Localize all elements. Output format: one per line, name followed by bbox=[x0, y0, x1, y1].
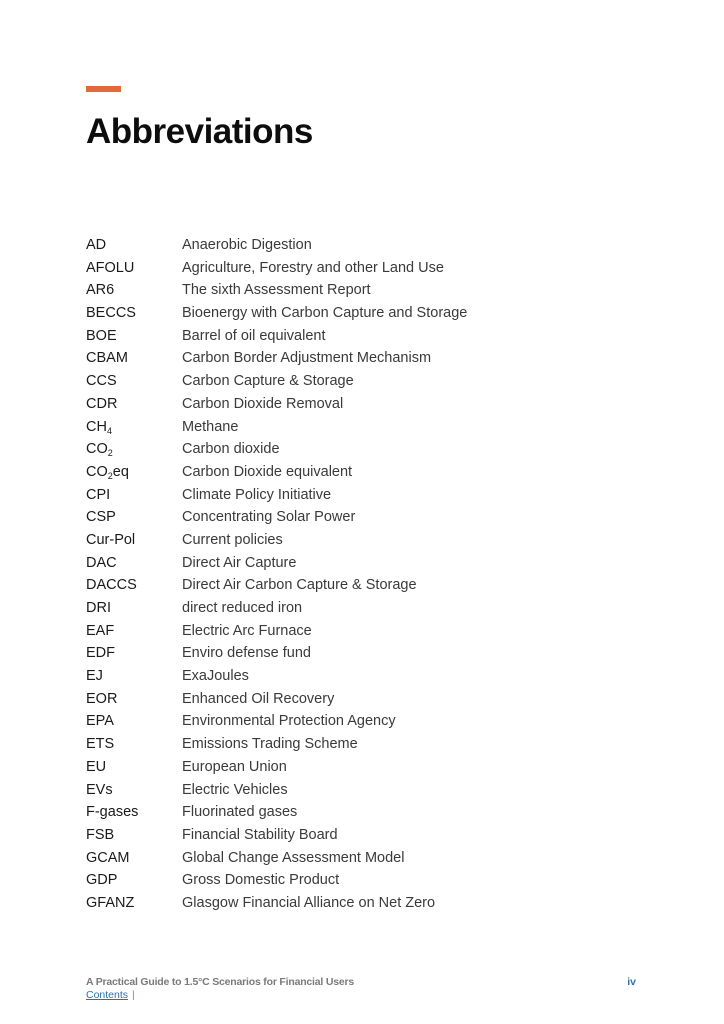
abbreviation-definition: Methane bbox=[182, 418, 239, 435]
abbreviation-row bbox=[86, 506, 646, 529]
abbreviation-row bbox=[86, 665, 646, 688]
abbreviation-term: CBAM bbox=[86, 350, 128, 367]
abbreviation-row bbox=[86, 325, 646, 348]
abbreviation-row bbox=[86, 733, 646, 756]
abbreviation-term: EPA bbox=[86, 713, 114, 730]
abbreviation-row bbox=[86, 370, 646, 393]
abbreviation-row bbox=[86, 484, 646, 507]
abbreviation-list bbox=[86, 234, 646, 915]
abbreviation-term: GFANZ bbox=[86, 894, 135, 911]
abbreviation-term: CPI bbox=[86, 486, 111, 503]
abbreviation-definition: Concentrating Solar Power bbox=[182, 509, 356, 526]
title-accent-bar bbox=[86, 86, 121, 92]
abbreviation-row bbox=[86, 461, 646, 484]
abbreviation-row bbox=[86, 597, 646, 620]
abbreviation-row bbox=[86, 688, 646, 711]
abbreviation-term: GDP bbox=[86, 872, 118, 889]
abbreviation-row bbox=[86, 552, 646, 575]
term-suffix: eq bbox=[112, 463, 129, 480]
abbreviation-row bbox=[86, 257, 646, 280]
abbreviation-definition: Global Change Assessment Model bbox=[182, 849, 405, 866]
abbreviation-term bbox=[86, 461, 182, 484]
footer-page-number: iv bbox=[627, 976, 636, 988]
footer-document-title: A Practical Guide to 1.5°C Scenarios for Financial Users bbox=[86, 976, 355, 988]
abbreviation-definition: Emissions Trading Scheme bbox=[182, 736, 358, 753]
term-base: CO bbox=[86, 463, 108, 480]
abbreviation-term: FSB bbox=[86, 826, 115, 843]
abbreviation-definition: Agriculture, Forestry and other Land Use bbox=[182, 259, 444, 276]
abbreviation-definition: The sixth Assessment Report bbox=[182, 282, 371, 299]
abbreviation-row bbox=[86, 824, 646, 847]
abbreviation-definition: Electric Vehicles bbox=[182, 781, 288, 798]
abbreviation-definition: Electric Arc Furnace bbox=[182, 622, 312, 639]
abbreviation-definition: Bioenergy with Carbon Capture and Storage bbox=[182, 305, 468, 322]
abbreviation-term: ETS bbox=[86, 736, 115, 753]
term-subscript: 4 bbox=[106, 425, 112, 436]
abbreviation-definition: Direct Air Carbon Capture & Storage bbox=[182, 577, 417, 594]
abbreviation-term: EAF bbox=[86, 622, 115, 639]
term-subscript: 2 bbox=[107, 448, 113, 459]
term-subscript: 2 bbox=[107, 470, 113, 481]
abbreviation-definition: Enhanced Oil Recovery bbox=[182, 690, 335, 707]
abbreviation-definition: Barrel of oil equivalent bbox=[182, 327, 326, 344]
abbreviation-definition: Gross Domestic Product bbox=[182, 872, 340, 889]
abbreviation-definition: ExaJoules bbox=[182, 668, 249, 685]
abbreviation-term: AR6 bbox=[86, 282, 115, 299]
abbreviation-row bbox=[86, 393, 646, 416]
abbreviation-term bbox=[86, 416, 182, 439]
abbreviation-definition: Current policies bbox=[182, 531, 283, 548]
abbreviation-term: F-gases bbox=[86, 804, 139, 821]
abbreviation-term: DRI bbox=[86, 600, 111, 616]
abbreviation-definition: Environmental Protection Agency bbox=[182, 713, 396, 730]
abbreviation-definition: Carbon Capture & Storage bbox=[182, 373, 354, 390]
footer-separator: | bbox=[132, 989, 135, 1001]
page-title: Abbreviations bbox=[86, 112, 313, 151]
term-base: CH bbox=[86, 418, 107, 435]
abbreviation-term bbox=[86, 438, 182, 461]
abbreviation-term: EVs bbox=[86, 781, 113, 798]
abbreviation-term: DAC bbox=[86, 554, 117, 571]
abbreviation-definition: European Union bbox=[182, 758, 287, 775]
abbreviation-term: Cur-Pol bbox=[86, 531, 136, 548]
abbreviation-row bbox=[86, 801, 646, 824]
abbreviation-definition: Carbon Dioxide Removal bbox=[182, 395, 344, 412]
abbreviation-definition: Carbon Dioxide equivalent bbox=[182, 463, 353, 480]
abbreviation-term: CSP bbox=[86, 509, 116, 526]
abbreviation-definition: Direct Air Capture bbox=[182, 554, 297, 571]
abbreviation-term: EJ bbox=[86, 668, 103, 685]
abbreviation-row bbox=[86, 279, 646, 302]
abbreviation-term: AFOLU bbox=[86, 259, 135, 276]
abbreviation-term: EDF bbox=[86, 645, 115, 662]
abbreviation-definition: Enviro defense fund bbox=[182, 645, 311, 662]
abbreviation-term: CDR bbox=[86, 395, 118, 412]
abbreviation-definition: Climate Policy Initiative bbox=[182, 486, 332, 503]
footer-navigation bbox=[86, 989, 135, 1001]
abbreviation-term: CCS bbox=[86, 373, 117, 390]
abbreviation-term: BOE bbox=[86, 327, 117, 344]
abbreviation-term: EOR bbox=[86, 690, 118, 707]
abbreviation-row bbox=[86, 574, 646, 597]
abbreviation-term: DACCS bbox=[86, 577, 137, 594]
abbreviation-term: EU bbox=[86, 758, 107, 775]
abbreviation-definition: Carbon dioxide bbox=[182, 441, 280, 458]
abbreviation-row bbox=[86, 529, 646, 552]
abbreviation-row bbox=[86, 642, 646, 665]
abbreviation-row bbox=[86, 869, 646, 892]
abbreviation-row bbox=[86, 438, 646, 461]
abbreviation-row bbox=[86, 234, 646, 257]
abbreviation-row bbox=[86, 710, 646, 733]
abbreviation-row bbox=[86, 416, 646, 439]
abbreviation-row bbox=[86, 756, 646, 779]
abbreviation-term: AD bbox=[86, 237, 107, 253]
abbreviation-term: GCAM bbox=[86, 849, 130, 866]
abbreviation-definition: Fluorinated gases bbox=[182, 804, 298, 821]
abbreviation-row bbox=[86, 847, 646, 870]
abbreviation-row bbox=[86, 620, 646, 643]
term-base: CO bbox=[86, 441, 108, 458]
abbreviation-definition: Anaerobic Digestion bbox=[182, 237, 312, 253]
abbreviation-row bbox=[86, 892, 646, 915]
abbreviation-term: BECCS bbox=[86, 305, 136, 322]
abbreviation-definition: Carbon Border Adjustment Mechanism bbox=[182, 350, 432, 367]
abbreviation-row bbox=[86, 302, 646, 325]
abbreviation-row bbox=[86, 347, 646, 370]
abbreviation-row bbox=[86, 779, 646, 802]
abbreviation-definition: Financial Stability Board bbox=[182, 826, 338, 843]
abbreviation-definition: Glasgow Financial Alliance on Net Zero bbox=[182, 894, 436, 911]
contents-link[interactable]: Contents bbox=[86, 989, 129, 1001]
abbreviation-definition: direct reduced iron bbox=[182, 600, 303, 616]
